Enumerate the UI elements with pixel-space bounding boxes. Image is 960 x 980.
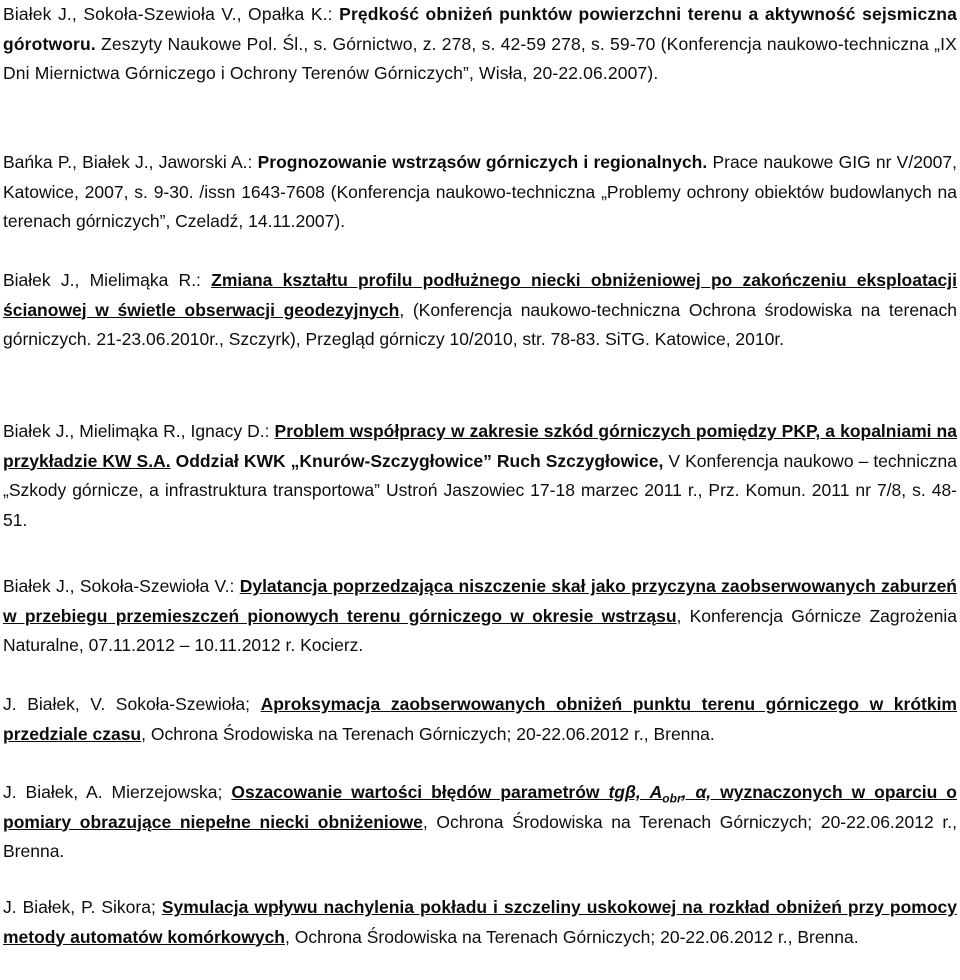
reference-title: Dylatancja poprzedzająca niszczenie skał jako przyczyna zaobserwowanych zaburzeń w przebiegu przemieszczeń pionowych terenu górniczego w okresie wstrząsu xyxy=(3,576,957,626)
parameter-symbol: tgβ, A xyxy=(608,782,663,802)
reference-title: Prędkość obniżeń punktów powierzchni terenu a aktywność sejsmiczna górotworu. xyxy=(3,4,958,54)
reference-title: Problem współpracy w zakresie szkód górniczych pomiędzy PKP, a kopalniami na przykładzie KW S.A. xyxy=(3,421,957,471)
reference-details: , Ochrona Środowiska na Terenach Górniczych; 20-22.06.2012 r., Brenna. xyxy=(141,723,715,744)
reference-details: V Konferencja naukowo – techniczna „Szkody górnicze, a infrastruktura transportowa” Ustroń Jaszowiec 17-18 marzec 2011 r., Prz. Komun. 2011 nr 7/8, s. 48-51. xyxy=(3,450,957,530)
parameter-symbol: , α, xyxy=(681,782,712,802)
parameter-subscript: obr xyxy=(662,791,682,806)
reference-authors: J. Białek, A. Mierzejowska; xyxy=(3,782,232,802)
reference-title-part: wyznaczonych w oparciu o pomiary obrazujące niepełne niecki obniżeniowe xyxy=(3,782,957,832)
reference-title: Symulacja wpływu nachylenia pokładu i szczeliny uskokowej na rozkład obniżeń przy pomocy metody automatów komórkowych xyxy=(3,897,957,947)
reference-entry xyxy=(3,417,957,535)
reference-details: Prace naukowe GIG nr V/2007, Katowice, 2007, s. 9-30. /issn 1643-7608 (Konferencja naukowo-techniczna „Problemy ochrony obiektów budowlanych na terenach górniczych”, Czeladź, 14.11.2007). xyxy=(3,152,957,231)
reference-title: Aproksymacja zaobserwowanych obniżeń punktu terenu górniczego w krótkim przedziale czasu xyxy=(3,694,957,744)
reference-details: , Ochrona Środowiska na Terenach Górniczych; 20-22.06.2012 r., Brenna. xyxy=(285,926,859,947)
reference-entry xyxy=(3,572,957,661)
reference-entry xyxy=(3,266,957,355)
reference-title: Prognozowanie wstrząsów górniczych i regionalnych. xyxy=(257,152,708,172)
reference-entry xyxy=(3,690,957,749)
reference-authors: J. Białek, P. Sikora; xyxy=(3,897,162,917)
reference-authors: Białek J., Sokoła-Szewioła V.: xyxy=(3,576,240,596)
reference-entry xyxy=(3,0,957,89)
reference-authors: Białek J., Sokoła-Szewioła V., Opałka K.: xyxy=(3,4,340,24)
reference-title-part: Oszacowanie wartości błędów parametrów xyxy=(231,782,609,802)
reference-title: Zmiana kształtu profilu podłużnego niecki obniżeniowej po zakończeniu eksploatacji ścianowej w świetle obserwacji geodezyjnych xyxy=(3,270,957,320)
reference-details: Zeszyty Naukowe Pol. Śl., s. Górnictwo, z. 278, s. 42-59 278, s. 59-70 (Konferencja naukowo-techniczna „IX Dni Miernictwa Górniczego i Ochrony Terenów Górniczych”, Wisła, 20-22.06.2007). xyxy=(3,33,957,83)
reference-details: , Ochrona Środowiska na Terenach Górniczych; 20-22.06.2012 r., Brenna. xyxy=(3,811,957,861)
reference-entry xyxy=(3,148,957,237)
reference-entry xyxy=(3,893,957,952)
reference-authors: Białek J., Mielimąka R.: xyxy=(3,270,212,290)
reference-authors: Bańka P., Białek J., Jaworski A.: xyxy=(3,152,258,172)
reference-authors: Białek J., Mielimąka R., Ignacy D.: xyxy=(3,421,275,441)
reference-authors: J. Białek, V. Sokoła-Szewioła; xyxy=(3,694,261,714)
reference-subtitle: Oddział KWK „Knurów-Szczygłowice” Ruch Szczygłowice, xyxy=(170,450,664,471)
reference-entry xyxy=(3,778,957,867)
reference-details: , (Konferencja naukowo-techniczna Ochrona środowiska na terenach górniczych. 21-23.06.2010r., Szczyrk), Przegląd górniczy 10/2010, str. 78-83. SiTG. Katowice, 2010r. xyxy=(3,299,957,349)
reference-details: , Konferencja Górnicze Zagrożenia Naturalne, 07.11.2012 – 10.11.2012 r. Kocierz. xyxy=(3,605,957,655)
